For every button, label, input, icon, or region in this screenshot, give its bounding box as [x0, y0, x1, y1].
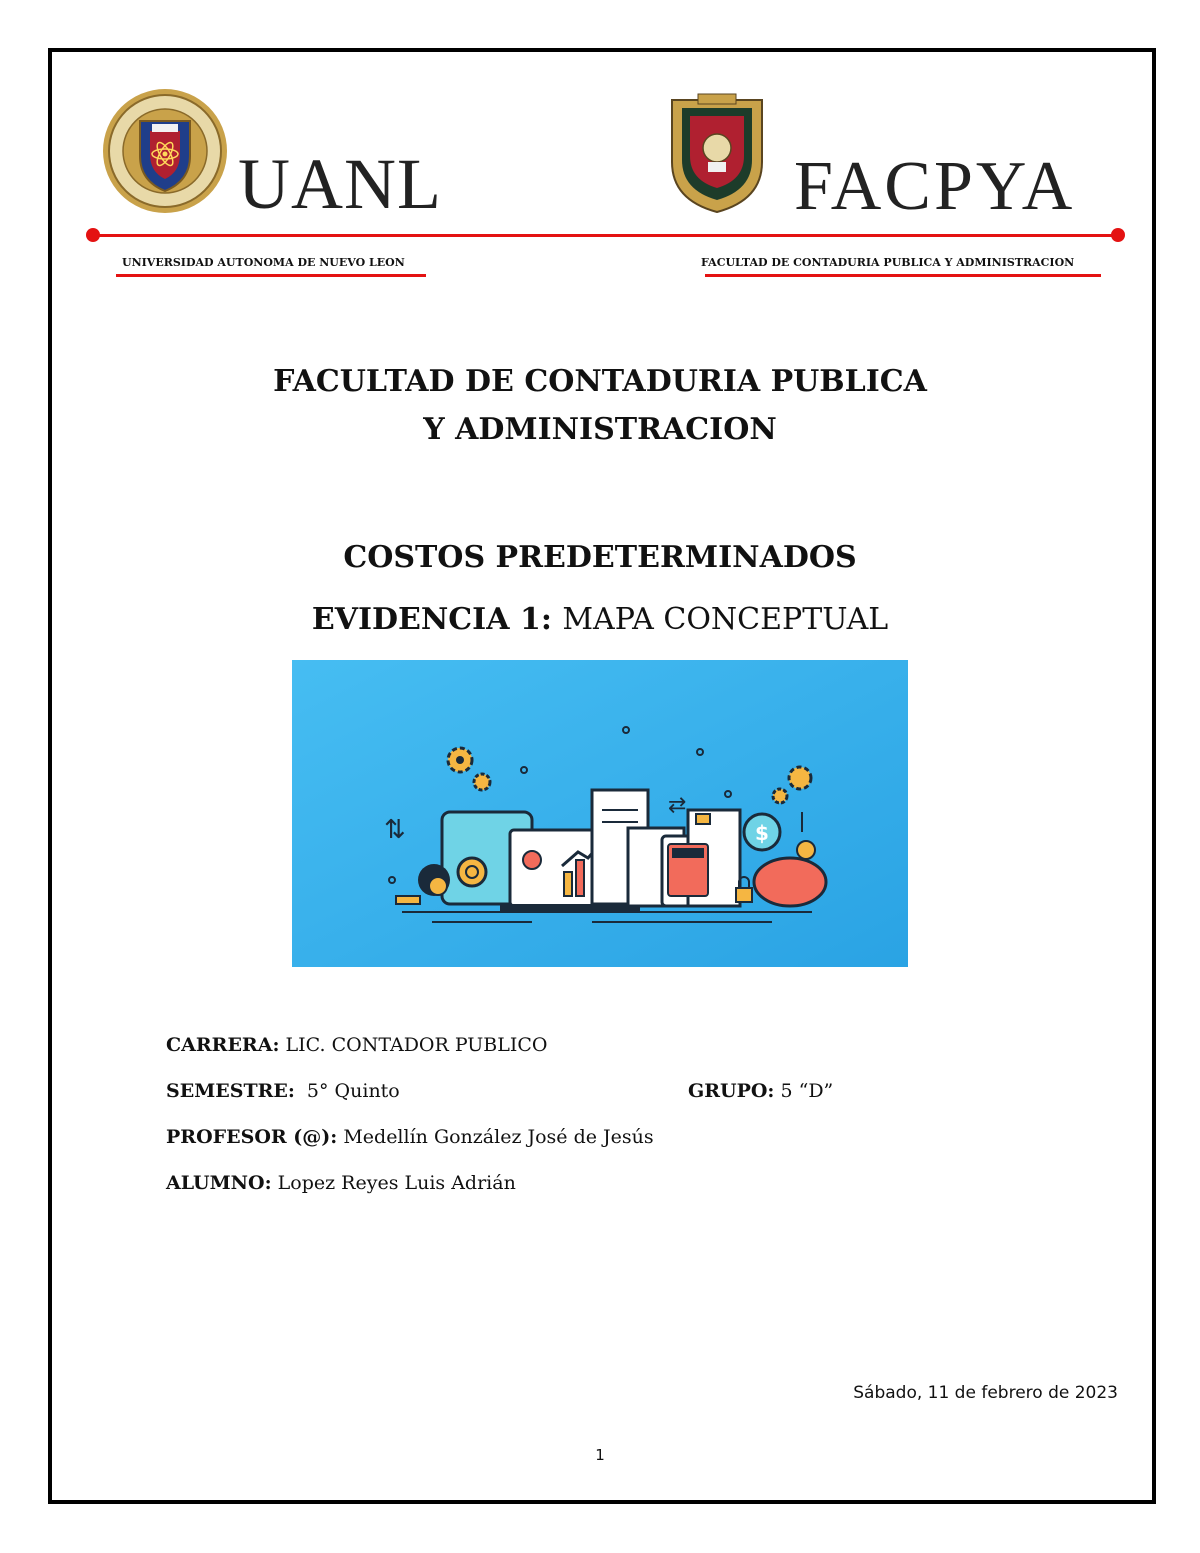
divider-left-dot	[86, 228, 100, 242]
evidence-title	[0, 602, 1200, 637]
uanl-caption: UNIVERSIDAD AUTONOMA DE NUEVO LEON	[122, 256, 405, 269]
divider-right-dot	[1111, 228, 1125, 242]
carrera-value: LIC. CONTADOR PUBLICO	[285, 1034, 548, 1056]
grupo-line	[688, 1080, 833, 1102]
facpya-caption-underline	[705, 274, 1101, 277]
facpya-shield-icon	[668, 92, 766, 216]
facpya-caption: FACULTAD DE CONTADURIA PUBLICA Y ADMINISTRACION	[701, 256, 1075, 269]
facpya-logo-text: FACPYA	[794, 148, 1076, 225]
svg-text:⇄: ⇄	[668, 793, 687, 818]
evidence-label: EVIDENCIA 1:	[311, 602, 552, 637]
alumno-label: ALUMNO:	[166, 1172, 272, 1194]
semestre-label: SEMESTRE:	[166, 1080, 295, 1102]
carrera-line	[166, 1034, 548, 1056]
grupo-label: GRUPO:	[688, 1080, 775, 1102]
semestre-value: 5° Quinto	[306, 1080, 400, 1102]
uanl-logo-text: UANL	[238, 144, 442, 224]
alumno-line	[166, 1172, 516, 1194]
page-number: 1	[595, 1446, 605, 1464]
svg-text:$: $	[755, 821, 769, 845]
grupo-value: 5 “D”	[780, 1080, 834, 1102]
uanl-seal-icon	[100, 86, 230, 216]
alumno-value: Lopez Reyes Luis Adrián	[277, 1172, 516, 1194]
uanl-caption-underline	[116, 274, 426, 277]
finance-illustration	[292, 660, 908, 967]
profesor-value: Medellín González José de Jesús	[343, 1126, 654, 1148]
carrera-label: CARRERA:	[166, 1034, 280, 1056]
semestre-line	[166, 1080, 400, 1102]
document-date: Sábado, 11 de febrero de 2023	[853, 1383, 1118, 1403]
subject-title: COSTOS PREDETERMINADOS	[343, 540, 857, 575]
faculty-title-line1: FACULTAD DE CONTADURIA PUBLICA	[273, 364, 927, 399]
profesor-label: PROFESOR (@):	[166, 1126, 338, 1148]
svg-text:⇅: ⇅	[384, 815, 406, 845]
faculty-title-line2: Y ADMINISTRACION	[423, 412, 777, 447]
profesor-line	[166, 1126, 654, 1148]
evidence-value: MAPA CONCEPTUAL	[562, 602, 889, 637]
header-divider	[94, 234, 1119, 237]
